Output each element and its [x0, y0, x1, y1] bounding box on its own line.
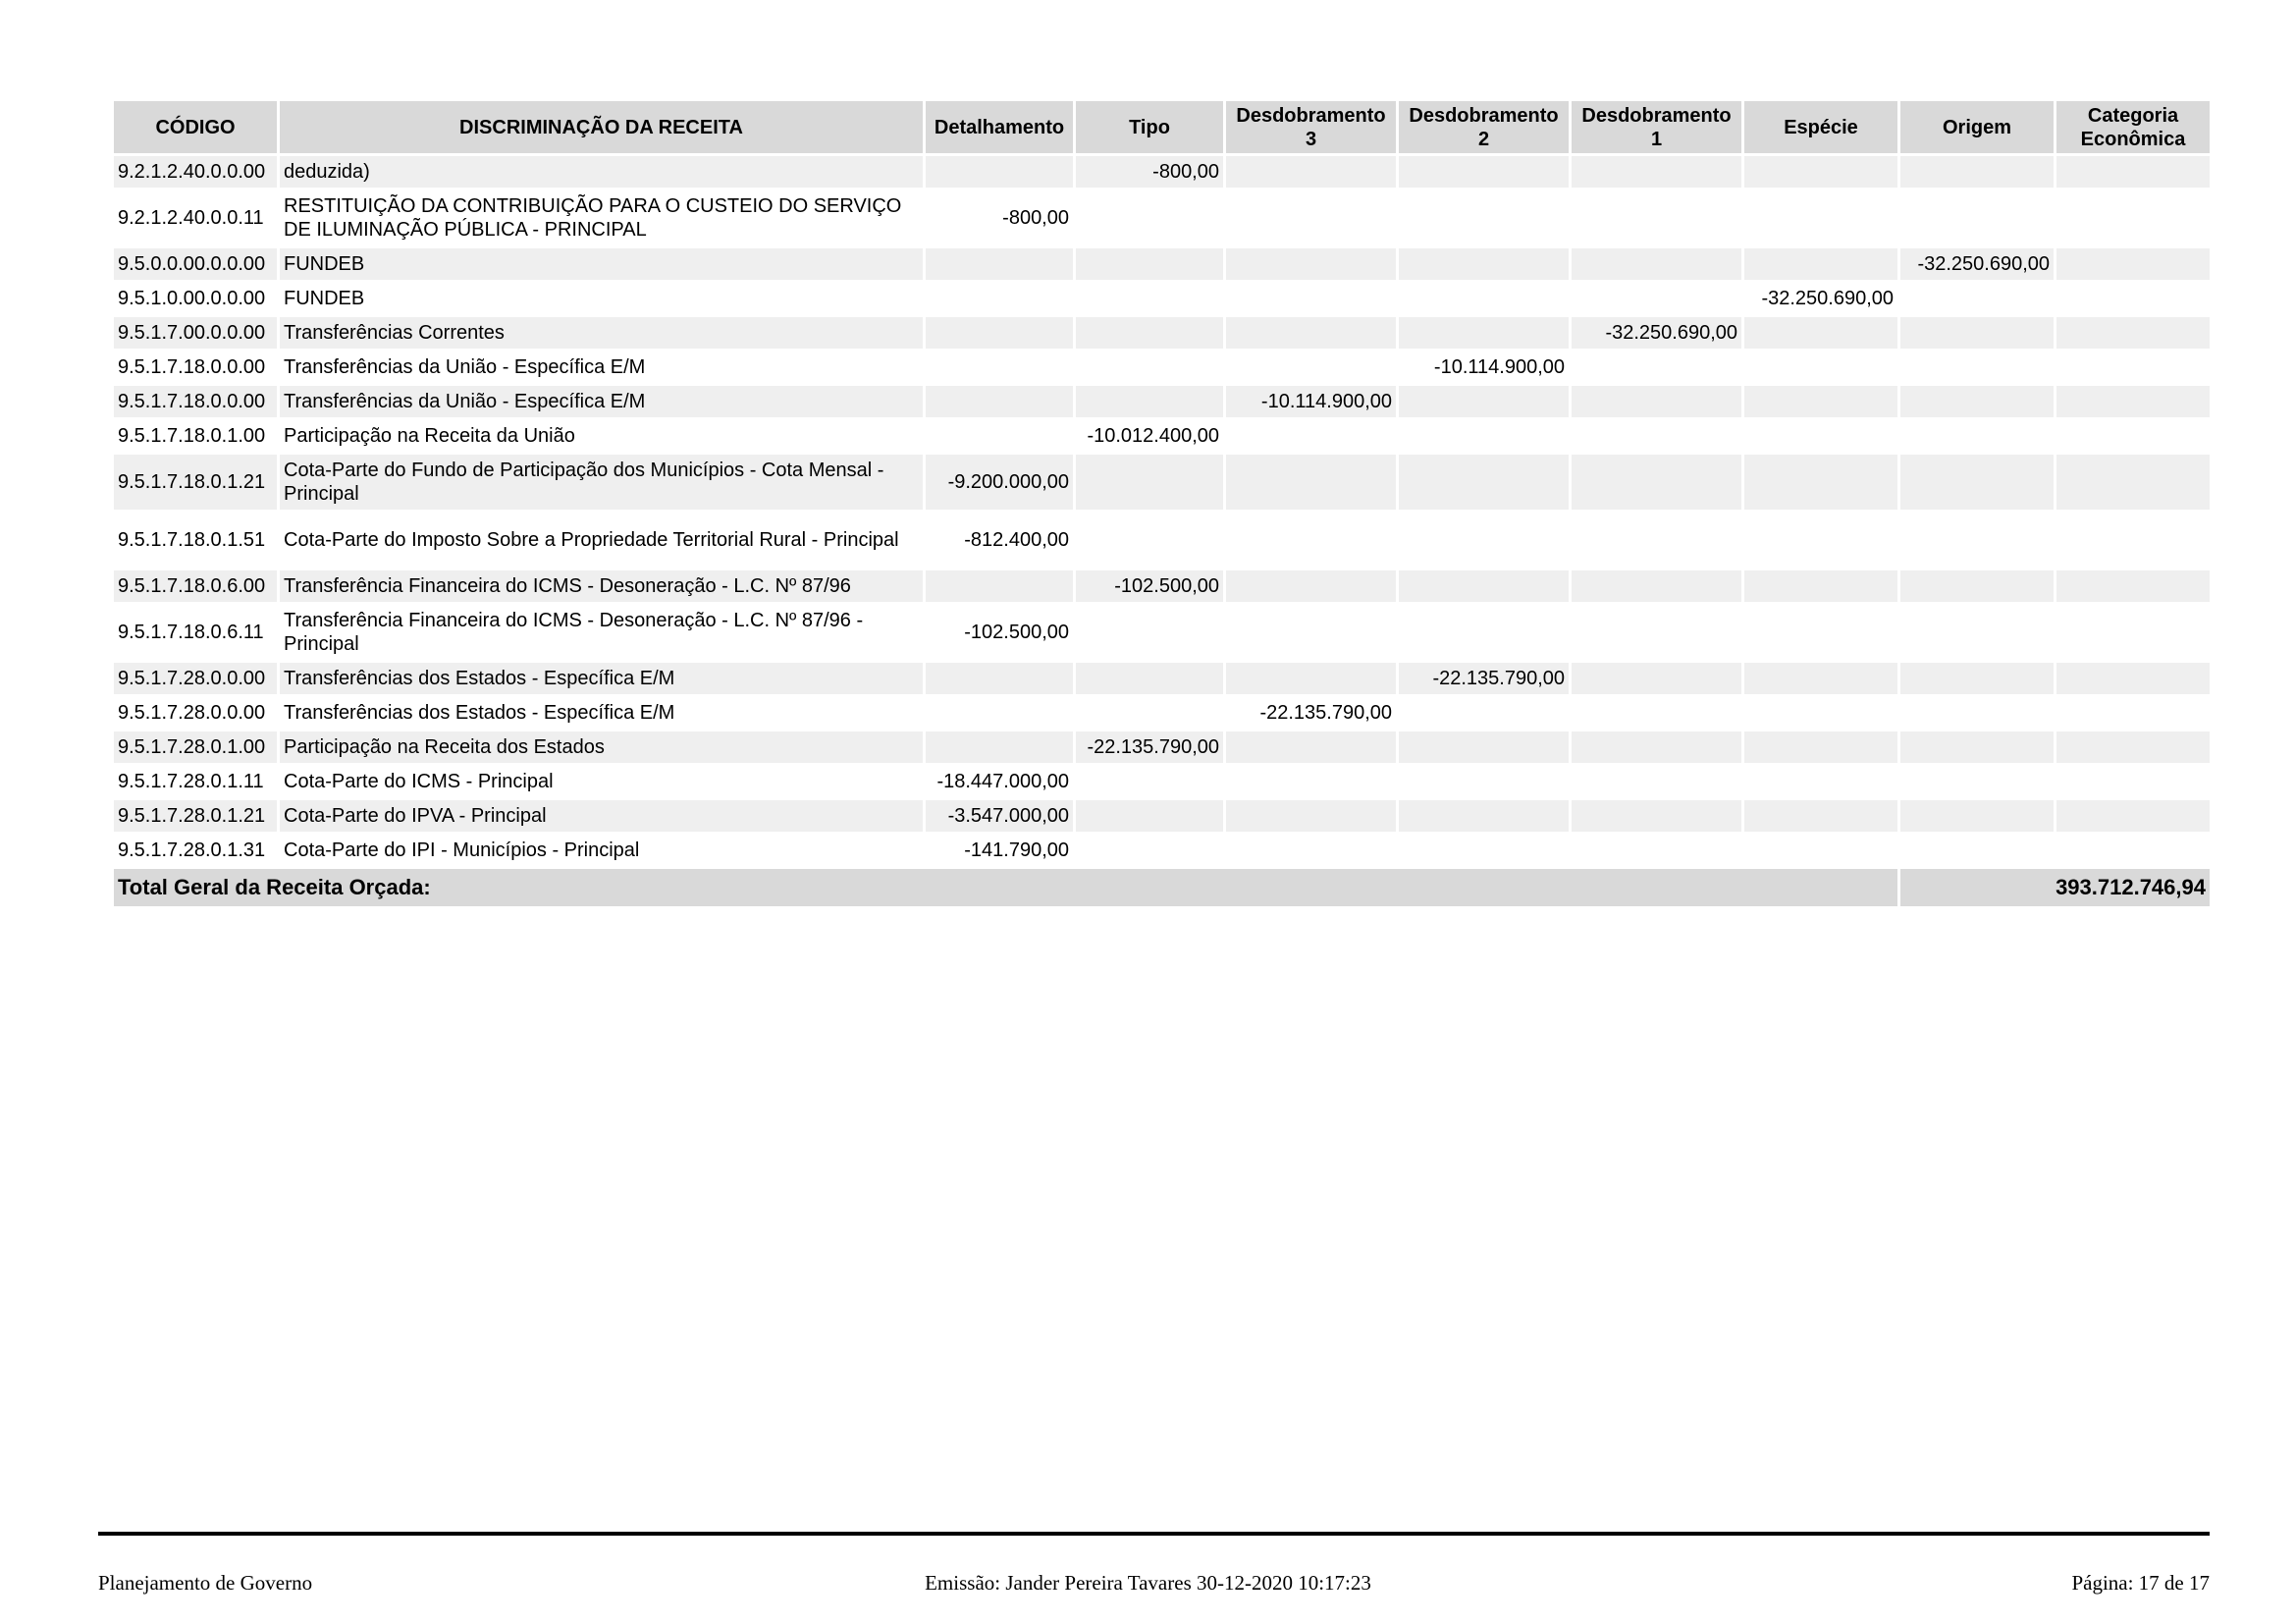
- cell-codigo: 9.5.1.7.18.0.1.21: [114, 455, 277, 510]
- cell-especie: [1744, 766, 1897, 797]
- cell-detalhamento: -102.500,00: [926, 605, 1073, 660]
- table-row: [114, 731, 2210, 763]
- footer-page-number: Página: 17 de 17: [2071, 1571, 2210, 1595]
- table-row: [114, 605, 2210, 660]
- total-row: [114, 869, 2210, 906]
- table-row: [114, 190, 2210, 245]
- cell-origem: [1900, 663, 2054, 694]
- cell-codigo: 9.5.0.0.00.0.0.00: [114, 248, 277, 280]
- cell-detalhamento: -800,00: [926, 190, 1073, 245]
- cell-detalhamento: [926, 283, 1073, 314]
- table-row: [114, 663, 2210, 694]
- cell-desdobramento-1: [1572, 605, 1741, 660]
- cell-desdobramento-1: [1572, 283, 1741, 314]
- cell-discriminacao: deduzida): [280, 156, 923, 188]
- cell-desdobramento-1: [1572, 352, 1741, 383]
- cell-categoria-economica: [2056, 190, 2210, 245]
- footer-emission-info: Emissão: Jander Pereira Tavares 30-12-2020 10:17:23: [925, 1571, 1371, 1595]
- cell-desdobramento-3: -22.135.790,00: [1226, 697, 1396, 729]
- cell-desdobramento-3: [1226, 766, 1396, 797]
- cell-especie: [1744, 697, 1897, 729]
- cell-tipo: [1076, 697, 1223, 729]
- cell-codigo: 9.5.1.7.18.0.1.00: [114, 420, 277, 452]
- cell-origem: [1900, 455, 2054, 510]
- cell-codigo: 9.5.1.7.18.0.0.00: [114, 386, 277, 417]
- cell-especie: [1744, 605, 1897, 660]
- cell-detalhamento: [926, 386, 1073, 417]
- cell-categoria-economica: [2056, 248, 2210, 280]
- cell-categoria-economica: [2056, 352, 2210, 383]
- cell-desdobramento-3: [1226, 248, 1396, 280]
- cell-categoria-economica: [2056, 731, 2210, 763]
- cell-desdobramento-3: [1226, 731, 1396, 763]
- cell-tipo: [1076, 248, 1223, 280]
- cell-desdobramento-3: [1226, 570, 1396, 602]
- cell-discriminacao: Cota-Parte do ICMS - Principal: [280, 766, 923, 797]
- cell-especie: [1744, 513, 1897, 568]
- cell-tipo: -10.012.400,00: [1076, 420, 1223, 452]
- header-tipo: Tipo: [1076, 101, 1223, 153]
- cell-categoria-economica: [2056, 455, 2210, 510]
- cell-detalhamento: -812.400,00: [926, 513, 1073, 568]
- table-row: [114, 455, 2210, 510]
- cell-categoria-economica: [2056, 156, 2210, 188]
- cell-detalhamento: [926, 697, 1073, 729]
- cell-desdobramento-2: [1399, 455, 1569, 510]
- table-row: [114, 570, 2210, 602]
- cell-detalhamento: [926, 570, 1073, 602]
- cell-desdobramento-3: [1226, 420, 1396, 452]
- cell-desdobramento-1: [1572, 455, 1741, 510]
- cell-codigo: 9.2.1.2.40.0.0.11: [114, 190, 277, 245]
- cell-origem: [1900, 190, 2054, 245]
- cell-desdobramento-1: [1572, 731, 1741, 763]
- header-detalhamento: Detalhamento: [926, 101, 1073, 153]
- cell-especie: [1744, 731, 1897, 763]
- cell-desdobramento-3: [1226, 663, 1396, 694]
- cell-discriminacao: Cota-Parte do IPVA - Principal: [280, 800, 923, 832]
- cell-tipo: [1076, 800, 1223, 832]
- cell-desdobramento-3: [1226, 455, 1396, 510]
- cell-tipo: [1076, 386, 1223, 417]
- cell-codigo: 9.5.1.7.28.0.1.31: [114, 835, 277, 866]
- cell-desdobramento-2: [1399, 156, 1569, 188]
- cell-categoria-economica: [2056, 386, 2210, 417]
- cell-tipo: [1076, 317, 1223, 349]
- cell-discriminacao: Transferências dos Estados - Específica E/M: [280, 697, 923, 729]
- cell-codigo: 9.5.1.7.18.0.6.11: [114, 605, 277, 660]
- table-row: [114, 800, 2210, 832]
- total-value: 393.712.746,94: [1900, 869, 2210, 906]
- cell-discriminacao: FUNDEB: [280, 283, 923, 314]
- cell-origem: [1900, 352, 2054, 383]
- cell-origem: [1900, 420, 2054, 452]
- cell-desdobramento-3: [1226, 513, 1396, 568]
- cell-desdobramento-2: [1399, 835, 1569, 866]
- cell-origem: [1900, 800, 2054, 832]
- cell-detalhamento: -9.200.000,00: [926, 455, 1073, 510]
- cell-desdobramento-2: [1399, 766, 1569, 797]
- cell-categoria-economica: [2056, 697, 2210, 729]
- cell-especie: [1744, 248, 1897, 280]
- cell-codigo: 9.2.1.2.40.0.0.00: [114, 156, 277, 188]
- cell-desdobramento-1: [1572, 248, 1741, 280]
- footer-system-name: Planejamento de Governo: [98, 1571, 313, 1595]
- cell-desdobramento-3: [1226, 317, 1396, 349]
- cell-origem: -32.250.690,00: [1900, 248, 2054, 280]
- cell-codigo: 9.5.1.7.18.0.1.51: [114, 513, 277, 568]
- table-row: [114, 248, 2210, 280]
- cell-desdobramento-1: [1572, 663, 1741, 694]
- cell-origem: [1900, 283, 2054, 314]
- cell-desdobramento-2: -22.135.790,00: [1399, 663, 1569, 694]
- cell-desdobramento-3: [1226, 283, 1396, 314]
- cell-tipo: [1076, 455, 1223, 510]
- table-row: [114, 317, 2210, 349]
- cell-especie: [1744, 570, 1897, 602]
- cell-desdobramento-2: [1399, 570, 1569, 602]
- cell-discriminacao: Transferências da União - Específica E/M: [280, 386, 923, 417]
- cell-origem: [1900, 697, 2054, 729]
- cell-categoria-economica: [2056, 835, 2210, 866]
- cell-especie: [1744, 835, 1897, 866]
- cell-codigo: 9.5.1.7.28.0.0.00: [114, 697, 277, 729]
- cell-desdobramento-1: [1572, 570, 1741, 602]
- cell-tipo: -102.500,00: [1076, 570, 1223, 602]
- cell-categoria-economica: [2056, 663, 2210, 694]
- cell-discriminacao: Transferências Correntes: [280, 317, 923, 349]
- cell-tipo: [1076, 835, 1223, 866]
- cell-desdobramento-2: [1399, 731, 1569, 763]
- cell-codigo: 9.5.1.7.18.0.6.00: [114, 570, 277, 602]
- cell-desdobramento-3: [1226, 190, 1396, 245]
- cell-categoria-economica: [2056, 766, 2210, 797]
- cell-discriminacao: Participação na Receita da União: [280, 420, 923, 452]
- header-codigo: CÓDIGO: [114, 101, 277, 153]
- cell-desdobramento-1: [1572, 386, 1741, 417]
- cell-desdobramento-1: [1572, 513, 1741, 568]
- cell-categoria-economica: [2056, 420, 2210, 452]
- cell-desdobramento-1: [1572, 697, 1741, 729]
- cell-categoria-economica: [2056, 283, 2210, 314]
- cell-categoria-economica: [2056, 317, 2210, 349]
- header-especie: Espécie: [1744, 101, 1897, 153]
- table-header-row: [114, 101, 2210, 153]
- cell-origem: [1900, 731, 2054, 763]
- cell-discriminacao: Cota-Parte do Imposto Sobre a Propriedade Territorial Rural - Principal: [280, 513, 923, 568]
- total-label: Total Geral da Receita Orçada:: [114, 869, 1897, 906]
- cell-codigo: 9.5.1.0.00.0.0.00: [114, 283, 277, 314]
- cell-desdobramento-2: [1399, 800, 1569, 832]
- cell-especie: [1744, 420, 1897, 452]
- cell-origem: [1900, 835, 2054, 866]
- header-discriminacao: DISCRIMINAÇÃO DA RECEITA: [280, 101, 923, 153]
- cell-detalhamento: -18.447.000,00: [926, 766, 1073, 797]
- cell-discriminacao: Transferência Financeira do ICMS - Desoneração - L.C. Nº 87/96 - Principal: [280, 605, 923, 660]
- cell-tipo: [1076, 352, 1223, 383]
- cell-detalhamento: -3.547.000,00: [926, 800, 1073, 832]
- cell-especie: [1744, 800, 1897, 832]
- cell-codigo: 9.5.1.7.28.0.1.00: [114, 731, 277, 763]
- header-categoria-economica: Categoria Econômica: [2056, 101, 2210, 153]
- table-row: [114, 386, 2210, 417]
- cell-origem: [1900, 570, 2054, 602]
- cell-codigo: 9.5.1.7.28.0.0.00: [114, 663, 277, 694]
- cell-categoria-economica: [2056, 570, 2210, 602]
- cell-categoria-economica: [2056, 605, 2210, 660]
- cell-especie: [1744, 663, 1897, 694]
- cell-desdobramento-2: [1399, 420, 1569, 452]
- table-row: [114, 835, 2210, 866]
- table-row: [114, 766, 2210, 797]
- cell-desdobramento-3: [1226, 605, 1396, 660]
- cell-desdobramento-3: [1226, 835, 1396, 866]
- cell-desdobramento-2: [1399, 513, 1569, 568]
- cell-desdobramento-3: [1226, 800, 1396, 832]
- cell-especie: [1744, 190, 1897, 245]
- cell-desdobramento-2: [1399, 283, 1569, 314]
- cell-tipo: [1076, 513, 1223, 568]
- cell-especie: [1744, 386, 1897, 417]
- cell-tipo: -800,00: [1076, 156, 1223, 188]
- cell-categoria-economica: [2056, 800, 2210, 832]
- cell-desdobramento-2: [1399, 317, 1569, 349]
- cell-discriminacao: FUNDEB: [280, 248, 923, 280]
- cell-desdobramento-1: [1572, 766, 1741, 797]
- cell-especie: [1744, 156, 1897, 188]
- cell-codigo: 9.5.1.7.00.0.0.00: [114, 317, 277, 349]
- cell-tipo: [1076, 605, 1223, 660]
- table-row: [114, 156, 2210, 188]
- cell-origem: [1900, 766, 2054, 797]
- cell-discriminacao: Transferência Financeira do ICMS - Desoneração - L.C. Nº 87/96: [280, 570, 923, 602]
- cell-desdobramento-2: -10.114.900,00: [1399, 352, 1569, 383]
- header-desdobramento-1: Desdobramento 1: [1572, 101, 1741, 153]
- header-desdobramento-3: Desdobramento 3: [1226, 101, 1396, 153]
- cell-codigo: 9.5.1.7.18.0.0.00: [114, 352, 277, 383]
- cell-origem: [1900, 156, 2054, 188]
- table-row: [114, 697, 2210, 729]
- cell-detalhamento: [926, 317, 1073, 349]
- cell-desdobramento-1: [1572, 420, 1741, 452]
- cell-detalhamento: [926, 248, 1073, 280]
- cell-codigo: 9.5.1.7.28.0.1.21: [114, 800, 277, 832]
- cell-detalhamento: [926, 156, 1073, 188]
- cell-desdobramento-2: [1399, 386, 1569, 417]
- cell-detalhamento: -141.790,00: [926, 835, 1073, 866]
- table-row: [114, 283, 2210, 314]
- cell-codigo: 9.5.1.7.28.0.1.11: [114, 766, 277, 797]
- cell-desdobramento-2: [1399, 248, 1569, 280]
- cell-tipo: [1076, 190, 1223, 245]
- cell-desdobramento-2: [1399, 697, 1569, 729]
- cell-detalhamento: [926, 352, 1073, 383]
- cell-tipo: -22.135.790,00: [1076, 731, 1223, 763]
- cell-origem: [1900, 513, 2054, 568]
- cell-origem: [1900, 317, 2054, 349]
- cell-desdobramento-3: [1226, 156, 1396, 188]
- header-origem: Origem: [1900, 101, 2054, 153]
- revenue-table: [111, 98, 2213, 909]
- cell-tipo: [1076, 283, 1223, 314]
- cell-discriminacao: Cota-Parte do Fundo de Participação dos Municípios - Cota Mensal - Principal: [280, 455, 923, 510]
- cell-desdobramento-3: [1226, 352, 1396, 383]
- cell-origem: [1900, 605, 2054, 660]
- cell-especie: [1744, 352, 1897, 383]
- cell-desdobramento-1: [1572, 800, 1741, 832]
- cell-desdobramento-3: -10.114.900,00: [1226, 386, 1396, 417]
- cell-especie: -32.250.690,00: [1744, 283, 1897, 314]
- cell-desdobramento-1: -32.250.690,00: [1572, 317, 1741, 349]
- table-row: [114, 352, 2210, 383]
- cell-discriminacao: Participação na Receita dos Estados: [280, 731, 923, 763]
- cell-origem: [1900, 386, 2054, 417]
- cell-especie: [1744, 455, 1897, 510]
- cell-desdobramento-2: [1399, 190, 1569, 245]
- header-desdobramento-2: Desdobramento 2: [1399, 101, 1569, 153]
- revenue-report-sheet: [114, 98, 2206, 909]
- cell-discriminacao: RESTITUIÇÃO DA CONTRIBUIÇÃO PARA O CUSTEIO DO SERVIÇO DE ILUMINAÇÃO PÚBLICA - PRINCIPAL: [280, 190, 923, 245]
- table-row: [114, 420, 2210, 452]
- cell-detalhamento: [926, 420, 1073, 452]
- cell-detalhamento: [926, 663, 1073, 694]
- cell-especie: [1744, 317, 1897, 349]
- table-row: [114, 513, 2210, 568]
- footer-divider: [98, 1532, 2210, 1536]
- cell-categoria-economica: [2056, 513, 2210, 568]
- cell-desdobramento-1: [1572, 190, 1741, 245]
- cell-desdobramento-2: [1399, 605, 1569, 660]
- cell-detalhamento: [926, 731, 1073, 763]
- cell-discriminacao: Transferências da União - Específica E/M: [280, 352, 923, 383]
- cell-discriminacao: Transferências dos Estados - Específica E/M: [280, 663, 923, 694]
- cell-tipo: [1076, 766, 1223, 797]
- cell-discriminacao: Cota-Parte do IPI - Municípios - Principal: [280, 835, 923, 866]
- cell-desdobramento-1: [1572, 156, 1741, 188]
- cell-tipo: [1076, 663, 1223, 694]
- cell-desdobramento-1: [1572, 835, 1741, 866]
